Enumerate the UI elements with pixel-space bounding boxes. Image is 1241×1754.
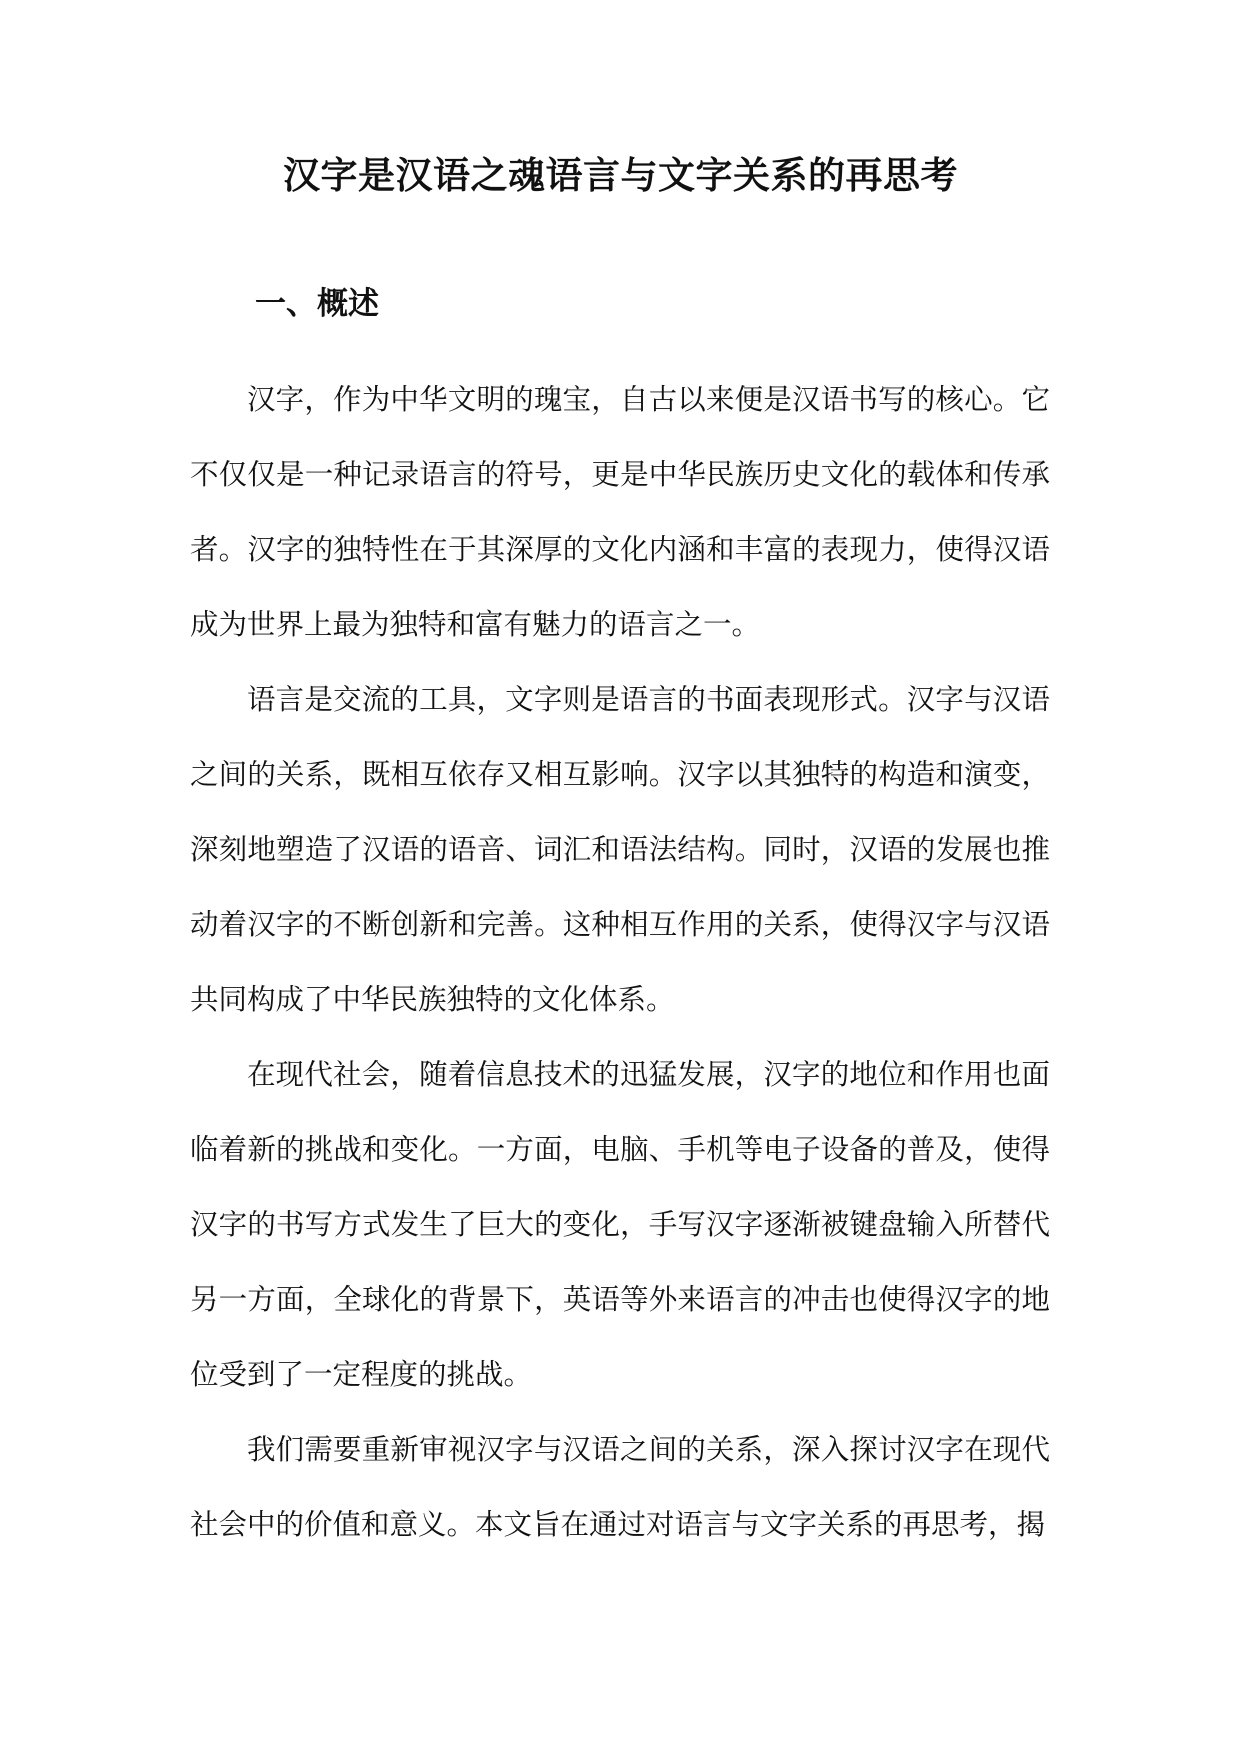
section-heading: 一、概述 (255, 286, 379, 322)
paragraph: 在现代社会，随着信息技术的迅猛发展，汉字的地位和作用也面临着新的挑战和变化。一方面，电脑、手机等电子设备的普及，使得汉字的书写方式发生了巨大的变化，手写汉字逐渐被键盘输入所替代另一方面，全球化的背景下，英语等外来语言的冲击也使得汉字的地位受到了一定程度的挑战。 (190, 1058, 1050, 1391)
document-title: 汉字是汉语之魂语言与文字关系的再思考 (283, 153, 958, 197)
paragraph: 语言是交流的工具，文字则是语言的书面表现形式。汉字与汉语之间的关系，既相互依存又相互影响。汉字以其独特的构造和演变，深刻地塑造了汉语的语音、词汇和语法结构。同时，汉语的发展也推动着汉字的不断创新和完善。这种相互作用的关系，使得汉字与汉语共同构成了中华民族独特的文化体系。 (190, 683, 1050, 1016)
body-text (190, 362, 1050, 1562)
paragraph: 我们需要重新审视汉字与汉语之间的关系，深入探讨汉字在现代社会中的价值和意义。本文旨在通过对语言与文字关系的再思考，揭 (190, 1433, 1050, 1541)
paragraph: 汉字，作为中华文明的瑰宝，自古以来便是汉语书写的核心。它不仅仅是一种记录语言的符号，更是中华民族历史文化的载体和传承者。汉字的独特性在于其深厚的文化内涵和丰富的表现力，使得汉语成为世界上最为独特和富有魅力的语言之一。 (190, 383, 1050, 641)
